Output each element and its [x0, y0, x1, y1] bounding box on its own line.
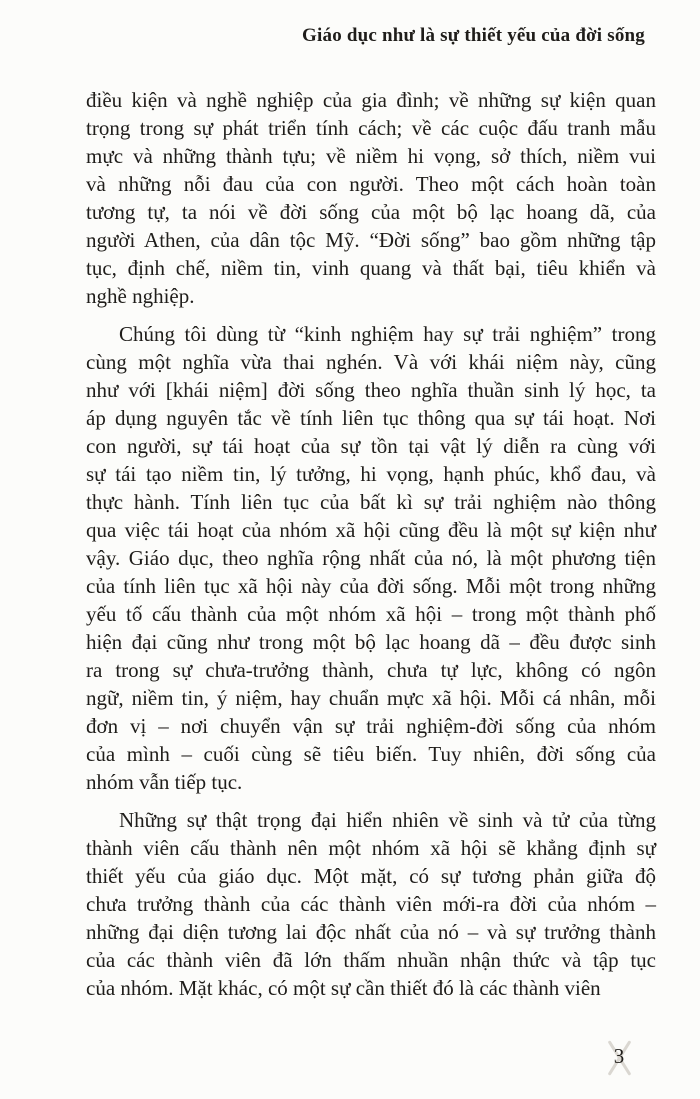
- page-body: [86, 86, 656, 1002]
- text-line: vậy. Giáo dục, theo nghĩa rộng nhất của nó, là một phương tiện: [86, 546, 656, 570]
- text-line: sự tái tạo niềm tin, lý tưởng, hi vọng, hạnh phúc, khổ đau, và: [86, 462, 656, 486]
- text-line: nhóm vẫn tiếp tục.: [86, 770, 243, 794]
- text-line: yếu tố cấu thành của một nhóm xã hội – trong một thành phố: [86, 602, 656, 626]
- text-line: mực và những thành tựu; về niềm hi vọng, sở thích, niềm vui: [86, 144, 656, 168]
- text-line: qua việc tái hoạt của nhóm xã hội cũng đều là một sự kiện như: [86, 518, 656, 542]
- text-line: thành viên cấu thành nên một nhóm xã hội sẽ khẳng định sự: [86, 836, 656, 860]
- text-line: như với [khái niệm] đời sống theo nghĩa thuần sinh lý học, ta: [86, 378, 656, 402]
- running-header: Giáo dục như là sự thiết yếu của đời sống: [302, 25, 645, 46]
- text-line: cùng một nghĩa vừa thai nghén. Và với khái niệm này, cũng: [86, 350, 656, 374]
- paragraph: [86, 320, 656, 796]
- text-line: và những nỗi đau của con người. Theo một cách hoàn toàn: [86, 172, 656, 196]
- text-line: ra trong sự chưa-trưởng thành, chưa tự lực, không có ngôn: [86, 658, 656, 682]
- text-line: người Athen, của dân tộc Mỹ. “Đời sống” bao gồm những tập: [86, 228, 656, 252]
- page-number-area: [586, 1036, 652, 1080]
- text-line: đơn vị – nơi chuyển vận sự trải nghiệm-đời sống của nhóm: [86, 714, 656, 738]
- paragraph: [86, 86, 656, 310]
- page-number: 3: [613, 1044, 625, 1068]
- text-line: của các thành viên đã lớn thấm nhuần nhận thức và tập tục: [86, 948, 656, 972]
- text-line: con người, sự tái hoạt của sự tồn tại vật lý diễn ra cùng với: [86, 434, 656, 458]
- paragraph: [86, 806, 656, 1002]
- text-line: ngữ, niềm tin, ý niệm, hay chuẩn mực xã hội. Mỗi cá nhân, mỗi: [86, 686, 656, 710]
- text-line: nghề nghiệp.: [86, 284, 195, 308]
- text-line: của tính liên tục xã hội này của đời sống. Mỗi một trong những: [86, 574, 656, 598]
- text-line: tục, định chế, niềm tin, vinh quang và thất bại, tiêu khiển và: [86, 256, 656, 280]
- text-line: của nhóm. Mặt khác, có một sự cần thiết đó là các thành viên: [86, 976, 601, 1000]
- text-line: Những sự thật trọng đại hiển nhiên về sinh và tử của từng: [119, 808, 656, 832]
- text-line: những đại diện tương lai độc nhất của nó – và sự trưởng thành: [86, 920, 656, 944]
- text-line: hiện đại cũng như trong một bộ lạc hoang dã – đều được sinh: [86, 630, 656, 654]
- text-line: trọng trong sự phát triển tính cách; về các cuộc đấu tranh mẫu: [86, 116, 656, 140]
- text-line: tương tự, ta nói về đời sống của một bộ lạc hoang dã, của: [86, 200, 656, 224]
- text-line: của mình – cuối cùng sẽ tiêu biến. Tuy nhiên, đời sống của: [86, 742, 656, 766]
- text-line: chưa trưởng thành của các thành viên mới-ra đời của nhóm –: [86, 892, 656, 916]
- text-line: áp dụng nguyên tắc về tính liên tục thông qua sự tái hoạt. Nơi: [86, 406, 656, 430]
- text-line: Chúng tôi dùng từ “kinh nghiệm hay sự trải nghiệm” trong: [119, 322, 656, 346]
- text-line: thực hành. Tính liên tục của bất kì sự trải nghiệm nào thông: [86, 490, 656, 514]
- text-line: thiết yếu của giáo dục. Một mặt, có sự tương phản giữa độ: [86, 864, 656, 888]
- text-line: điều kiện và nghề nghiệp của gia đình; về những sự kiện quan: [86, 88, 656, 112]
